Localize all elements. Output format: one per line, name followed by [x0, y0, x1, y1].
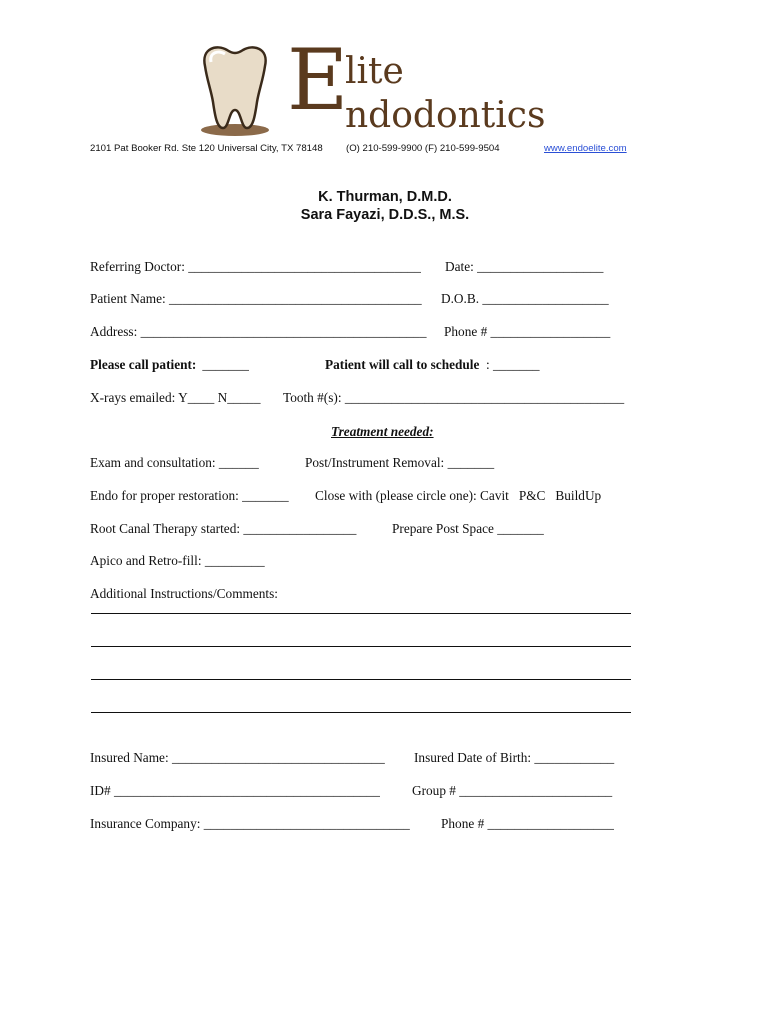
website-link[interactable]: www.endoelite.com: [544, 143, 627, 154]
insurance-phone-field[interactable]: Phone # ___________________: [441, 816, 614, 831]
please-call-patient-blank[interactable]: _______: [199, 357, 249, 372]
doctor-name: K. Thurman, D.M.D.: [318, 189, 452, 205]
close-with-options[interactable]: Close with (please circle one): Cavit P&C BuildUp: [315, 488, 602, 503]
insured-name-field[interactable]: Insured Name: ________________________________: [90, 750, 385, 765]
patient-will-call-blank[interactable]: : _______: [486, 357, 540, 372]
tooth-icon: [195, 40, 275, 138]
practice-phones: (O) 210-599-9900 (F) 210-599-9504: [346, 143, 500, 154]
address-field[interactable]: Address: ___________________________________________: [90, 324, 427, 339]
comment-line[interactable]: [91, 679, 631, 680]
tooth-number-field[interactable]: Tooth #(s): __________________________________________: [283, 390, 625, 405]
insured-dob-field[interactable]: Insured Date of Birth: ____________: [414, 750, 615, 765]
doctor-name: Sara Fayazi, D.D.S., M.S.: [300, 207, 470, 223]
rct-started-field[interactable]: Root Canal Therapy started: _________________: [90, 521, 357, 536]
dob-field[interactable]: D.O.B. ___________________: [441, 291, 609, 306]
exam-consultation-field[interactable]: Exam and consultation: ______: [90, 455, 259, 470]
please-call-patient-label: Please call patient:: [90, 357, 197, 372]
additional-instructions-label: Additional Instructions/Comments:: [90, 586, 278, 601]
prepare-post-space-field[interactable]: Prepare Post Space _______: [392, 521, 544, 536]
practice-address: 2101 Pat Booker Rd. Ste 120 Universal City, TX 78148: [90, 143, 323, 154]
comment-line[interactable]: [91, 712, 631, 713]
patient-name-field[interactable]: Patient Name: ______________________________________: [90, 291, 422, 306]
comment-line[interactable]: [91, 613, 631, 614]
phone-field[interactable]: Phone # __________________: [444, 324, 611, 339]
group-field[interactable]: Group # _______________________: [412, 783, 613, 798]
date-field[interactable]: Date: ___________________: [445, 259, 604, 274]
endo-restoration-field[interactable]: Endo for proper restoration: _______: [90, 488, 289, 503]
logo-word-lite: lite: [345, 51, 404, 92]
xrays-emailed-field[interactable]: X-rays emailed: Y____ N_____: [90, 390, 261, 405]
post-removal-field[interactable]: Post/Instrument Removal: _______: [305, 455, 495, 470]
logo-letter-e: E: [287, 31, 349, 129]
insurance-company-field[interactable]: Insurance Company: _______________________________: [90, 816, 410, 831]
patient-will-call-label: Patient will call to schedule: [325, 357, 480, 372]
comment-line[interactable]: [91, 646, 631, 647]
id-field[interactable]: ID# ________________________________________: [90, 783, 380, 798]
treatment-heading: Treatment needed:: [331, 424, 434, 439]
logo: [195, 31, 575, 140]
apico-retrofill-field[interactable]: Apico and Retro-fill: _________: [90, 553, 265, 568]
logo-word-ndodontics: ndodontics: [345, 95, 546, 136]
referring-doctor-field[interactable]: Referring Doctor: ___________________________________: [90, 259, 421, 274]
